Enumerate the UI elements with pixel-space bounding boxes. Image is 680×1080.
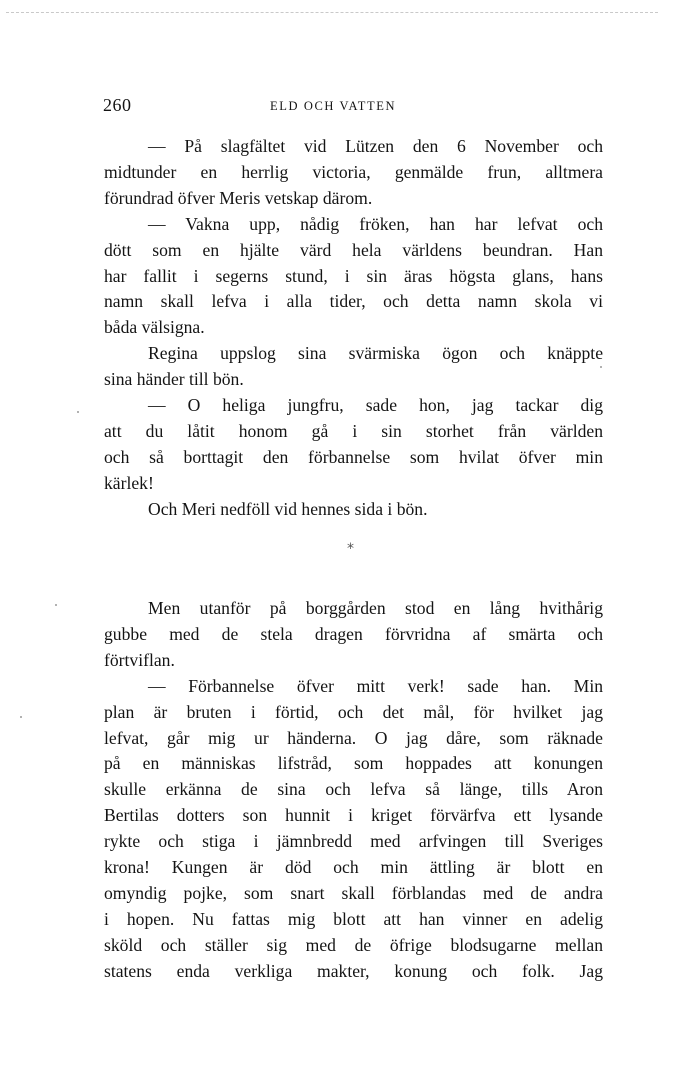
- text-line: midtunder en herrlig victoria, genmälde frun, alltmera: [104, 161, 603, 182]
- text-line: förundrad öfver Meris vetskap därom.: [104, 187, 373, 208]
- paragraph: [104, 341, 603, 393]
- text-line: och så borttagit den förbannelse som hvilat öfver min: [104, 446, 603, 467]
- text-section-2: [104, 596, 603, 985]
- paragraph: [104, 212, 603, 342]
- scan-speck: [77, 411, 79, 413]
- text-line: Bertilas dotters son hunnit i kriget förvärfva ett lysande: [104, 805, 603, 826]
- text-line: har fallit i segerns stund, i sin äras högsta glans, hans: [104, 265, 603, 286]
- paragraph: [104, 393, 603, 497]
- scan-speck: [55, 604, 57, 606]
- paragraph: [104, 497, 603, 523]
- section-separator: *: [347, 541, 354, 557]
- paragraph: [104, 674, 603, 985]
- text-line: — Vakna upp, nådig fröken, han har lefvat och: [148, 213, 603, 234]
- text-line: skulle erkänna de sina och lefva så länge, tills Aron: [104, 779, 603, 800]
- paragraph: [104, 134, 603, 212]
- text-line: dött som en hjälte värd hela världens beundran. Han: [104, 239, 603, 260]
- text-line: på en människas lifstråd, som hoppades att konungen: [104, 753, 603, 774]
- paragraph: [104, 596, 603, 674]
- scan-speck: [600, 366, 602, 368]
- text-line: Och Meri nedföll vid hennes sida i bön.: [148, 498, 428, 519]
- text-line: rykte och stiga i jämnbredd med arfvingen till Sveriges: [104, 831, 603, 852]
- text-line: båda välsigna.: [104, 317, 205, 338]
- text-line: att du låtit honom gå i sin storhet från världen: [104, 420, 603, 441]
- text-line: sina händer till bön.: [104, 369, 244, 390]
- text-line: — O heliga jungfru, sade hon, jag tackar dig: [148, 395, 603, 416]
- scan-speck: [20, 716, 22, 718]
- page-number: 260: [103, 95, 132, 115]
- text-section-1: [104, 134, 603, 523]
- text-line: kärlek!: [104, 472, 154, 493]
- running-title: ELD OCH VATTEN: [270, 99, 397, 113]
- text-line: i hopen. Nu fattas mig blott att han vinner en adelig: [104, 908, 603, 929]
- text-line: namn skall lefva i alla tider, och detta namn skola vi: [104, 291, 603, 312]
- text-line: krona! Kungen är död och min ättling är blott en: [104, 857, 603, 878]
- text-line: omyndig pojke, som snart skall förblandas med de andra: [104, 882, 603, 903]
- text-line: förtviflan.: [104, 649, 175, 670]
- top-scan-rule: [6, 12, 658, 13]
- text-line: — Förbannelse öfver mitt verk! sade han. Min: [148, 675, 603, 696]
- text-line: sköld och ställer sig med de öfrige blodsugarne mellan: [104, 934, 603, 955]
- text-line: Men utanför på borggården stod en lång hvithårig: [148, 598, 603, 618]
- text-line: gubbe med de stela dragen förvridna af smärta och: [104, 623, 603, 644]
- text-line: statens enda verkliga makter, konung och folk. Jag: [104, 960, 603, 981]
- text-line: Regina uppslog sina svärmiska ögon och knäppte: [148, 343, 603, 364]
- text-line: plan är bruten i förtid, och det mål, för hvilket jag: [104, 701, 603, 722]
- text-line: lefvat, går mig ur händerna. O jag dåre, som räknade: [104, 727, 603, 748]
- text-line: — På slagfältet vid Lützen den 6 November och: [148, 136, 603, 156]
